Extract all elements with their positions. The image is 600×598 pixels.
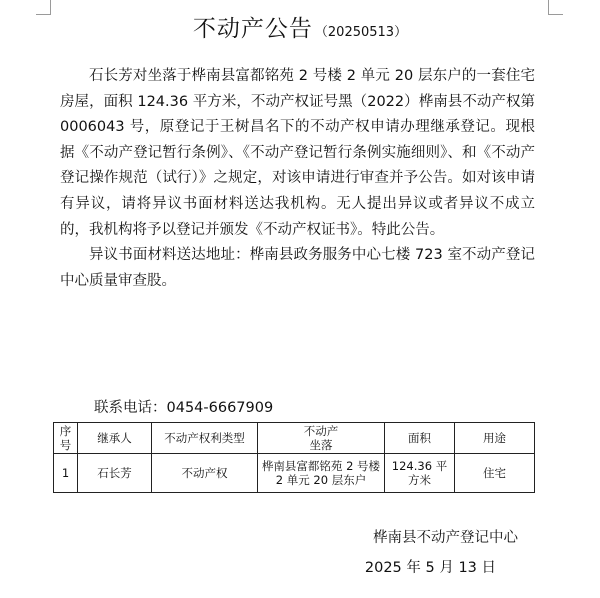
cell-location: 桦南县富都铭苑 2 号楼 2 单元 20 层东户 xyxy=(258,454,385,493)
property-table xyxy=(53,422,535,493)
cell-serial-number: 1 xyxy=(54,454,78,493)
body-paragraph: 异议书面材料送达地址：桦南县政务服务中心七楼 723 室不动产登记中心质量审查股。 xyxy=(60,247,535,289)
header-location: 不动产 坐落 xyxy=(258,423,385,454)
header-heir: 继承人 xyxy=(78,423,152,454)
cell-heir: 石长芳 xyxy=(78,454,152,493)
contact-phone: 联系电话：0454-6667909 xyxy=(94,400,274,416)
table-row xyxy=(54,454,535,493)
issue-date: 2025 年 5 月 13 日 xyxy=(364,560,496,576)
table-header-row xyxy=(54,423,535,454)
body-paragraph: 石长芳对坐落于桦南县富都铭苑 2 号楼 2 单元 20 层东户的一套住宅房屋，面积 124.36 平方米，不动产权证号黑（2022）桦南县不动产权第 0006043 号，原登记于王树昌名下的不动产权申请办理继承登记。现根据《不动产登记暂行条例》、《不动产登记暂行条例实施细则》、和《不动产登记操作规范（试行）》之规定，对该申请进行审查并予公告。如对该申请有异议，请将异议书面材料送达我机构。无人提出异议或者异议不成立的，我机构将予以登记并颁发《不动产权证书》。特此公告。 xyxy=(60,68,535,238)
header-usage: 用途 xyxy=(455,423,535,454)
notice-body xyxy=(60,64,535,294)
notice-title xyxy=(0,10,600,43)
header-serial-number xyxy=(54,423,78,454)
header-right-type: 不动产权利类型 xyxy=(152,423,258,454)
header-area: 面积 xyxy=(385,423,455,454)
cell-area: 124.36 平方米 xyxy=(385,454,455,493)
cell-usage: 住宅 xyxy=(455,454,535,493)
issuer-signature: 桦南县不动产登记中心 xyxy=(373,530,518,546)
cell-right-type: 不动产权 xyxy=(152,454,258,493)
header-serial-text: 序号 xyxy=(59,424,72,452)
title-date-code: （20250513） xyxy=(314,25,408,40)
title-text: 不动产公告 xyxy=(192,16,313,42)
